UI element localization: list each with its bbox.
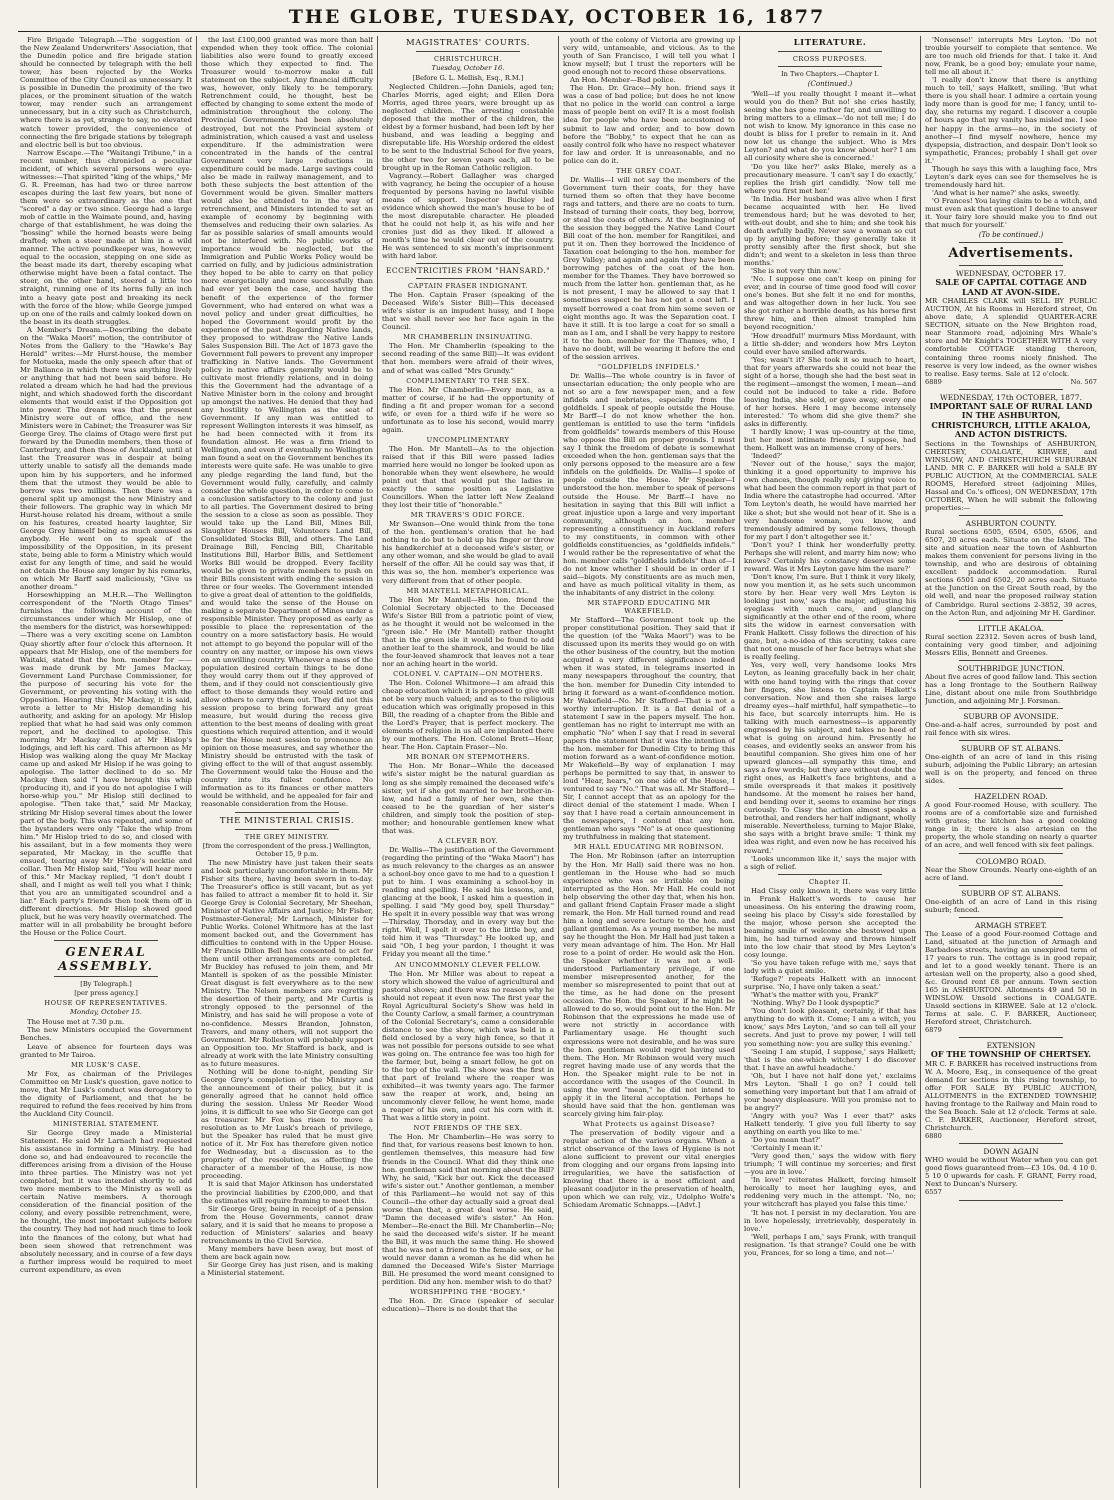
article-paragraph: The Hon. Mr Bonar—While the deceased wife's sister might be the natural guardian as long as she simply remained the deceased wife's sister, yet if she got married to her brother-in-law, and had a family of her own, she then ceased to be the guardian of her sister's children, and simply took the position of step-mother; and honourable gentlemen knew what that was. [382, 762, 554, 835]
subheading: [By Telegraph.] [80, 980, 132, 989]
subheading: "GOLDFIELDS INFIDELS." [597, 362, 701, 371]
ad-body: MR CHARLES CLARK will SELL BY PUBLIC AUCTION, At his Rooms in Hereford street, On above date, A splendid QUARTER-ACRE SECTION, situate on the New Brighton road, near Stanmore road, adjoining Mrs Whale's store and Mr Knight's TOGETHER WITH A very comfortable COTTAGE standing thereon, containing three rooms nicely finished. The reserve is very low indeed, as the owner wishes to realise. Easy terms. Sale at 12 o'clock. [925, 297, 1097, 378]
advertisement [925, 921, 1097, 1039]
article-paragraph: The House met at 7.30 p.m. [27, 1018, 125, 1027]
article-paragraph: 'So you have taken refuge with me,' says that lady with a quiet smile. [744, 959, 916, 976]
article-paragraph: Fire Brigade Telegraph.—The suggestion of the New Zealand Underwriters' Association, that the Dunedin police and fire brigade station should be connected by telegraph with the bell tower, has been rejected by the Works Committee of the City Council as unnecessary. It is possible in Dunedin the proximity of the two places, or the prominent situation of the watch tower, may render such an arrangement unnecessary, but in a city such as Christchurch, where there is as yet, strange to say, no elevated watch tower provided, the convenience of connecting the fire brigade stations by telegraph and electric bell is but too obvious. [20, 36, 192, 149]
article-paragraph: The Hon. Mr Robinson (after an interruption by the Hon. Mr Hall) said there was no hon. gentleman in the House who had so much experience who was so irritable on being interrupted as the Hon. Mr Hall. He could not help observing the other day that, when his hon. and gallant friend Captain Fraser made a slight remark, the Hon. Mr Hall turned round and read him a long and severe lecture to the hon. and gallant gentleman. As a young member, he must say he thought the Hon. Mr Hall had just taken a very mean advantage of him. The Hon. Mr Hall rose to a point of order. He would ask the Hon. the Speaker whether it was not a well-understood Parliamentary privilege, if one member misrepresented another, for the member so misrepresented to point that out at the time, as he had done on the present occasion. The Hon. the Speaker, if he might be allowed to do so, would point out to the Hon. Mr Robinson that the expressions he made use of were not strictly in accordance with Parliamentary usage. He thought such expressions were not desirable, and he was sure the hon. gentleman would regret having used them. The Hon. Mr Robinson would very much regret having made use of any words that the Hon. the Speaker might rule to be not in accordance with the usages of the Council. In using the word "mean," he did not intend to apply it in the literal acceptation. Perhaps he should have said that the hon. gentleman was scarcely giving him fair-play. [563, 852, 735, 1118]
section-rule [235, 812, 338, 813]
section-rule [959, 885, 1062, 886]
section-rule [959, 515, 1062, 516]
article-paragraph: Had Cissy only known it, there was very little in Frank Halkett's words to cause her uneasiness. On his entering the drawing room, seeing his place by Cissy's side forestalled by the major, whose person she accepted the beaming smile of welcome she bestowed upon him, he had turned away and thrown himself into the low chair that stood by Mrs Leyton's cosy lounge. [744, 886, 916, 960]
column-rule [739, 36, 740, 1488]
advertisement [925, 712, 1097, 741]
subheading: MR BONAR ON STEPMOTHERS. [406, 753, 530, 762]
ad-heading: SUBURB OF ST. ALBANS. [961, 744, 1061, 754]
article-paragraph: 'Don't know, I'm sure. But I think it very likely, now you mention it, as he sets such uncommon store by her. Hear very well Mrs Leyton is looking just now,' says the major, adjusting his eyeglass with much care, and glancing significantly at the other end of the room, where sits the widow in earnest conversation with Frank Halkett. Cissy follows the direction of his gaze, but, a-no-idea of this scrutiny, takes care that not one muscle of her face betrays what she is really feeling. [744, 572, 916, 662]
column-3 [382, 36, 554, 1488]
section-heading: GENERAL ASSEMBLY. [58, 945, 154, 974]
subheading: CAPTAIN FRASER INDIGNANT. [407, 282, 529, 291]
article-paragraph: 'She is not very thin now.' [751, 267, 841, 276]
article-paragraph: The Hon. Colonel Whitmore—I am afraid this cheap education which it is proposed to give will not be very much valued; and as to the religious education which was originally proposed in this Bill, the reading of a chapter from the Bible and the Lord's Prayer, that is perfect mockery. The elements of religion in us all are implanted there by our mothers. The Hon. Colonel Brett—Hear, hear. The Hon. Captain Fraser—No. [382, 679, 554, 752]
ad-body: The Lease of a good Four-roomed Cottage and Land, situated at the junction of Armagh and Barbadoes streets, having an unexpired term of 17 years to run. The cottage is in good repair, and let to a good weekly tenant. There is an artesian well on the property, also a good shed, &c. Ground rent £8 per annum. Town section 165 in ASHBURTON. Allotments 49 and 50 in WINSLOW. Unsold sections in COALGATE. Unsold sections in KIRWEE. Sale at 12 o'clock. Terms at sale. C. F. BARKER, Auctioneer, Hereford street, Christchurch. [925, 929, 1097, 1027]
section-rule [959, 740, 1062, 741]
article-paragraph: Mr Stafford—The Government took up the proper constitutional position. They said that if the question (of the "Waka Maori") was to be discussed upon its merits they would go on with the other business of the country, but the motion acquired a very different significance indeed when it was stated, in telegrams inserted in many newspapers throughout the country, that the hon. member for Dunedin City intended to bring it forward as a want-of-confidence motion. Mr Wakefield—No. Mr Stafford—That is not a worthy interruption. It is a flat denial of a statement I saw in the papers myself. The hon. gentleman has no right to interrupt me with an emphatic "No" when I say that I read in several papers the statement that it was the intention of the hon. member for Dunedin City to bring this motion forward as a want-of-confidence motion. Mr Wakefield—By way of explanation I may perhaps be permitted to say that, in answer to loud "Hear, hears," on one side of the House, I ventured to say "No." That was all. Mr Stafford—Sir, I cannot accept that as an apology for the direct denial of the statement I made. When I say that I have read a certain announcement in the newspapers, I contend that any hon. gentleman who says "No" is at once questioning my truthfulness in making that statement. [563, 616, 735, 842]
column-4 [563, 36, 735, 1488]
article-paragraph: A Member's Dream.—Describing the debate on the "Waka Maori" motion, the contributor of Notes from the Gallery to the "Hawke's Bay Herald" writes:—Mr Hurst-house, the member for Motueka, made the only speech after that of Mr Ballance in which there was anything lively or anything that had not been said before. He related a dream which he had had the previous night, and which shadowed forth the discordant elements that would exist if the Opposition got into power. The dream was that the present Ministry were out of office, and the new Ministers were in Cabinet; the Treasurer was Sir George Grey. The claims of Otago were first put forward by the Dunedin members, then those of Canterbury, and then those of Auckland, until at last the Treasurer was in despair at being utterly unable to satisfy all the demands made upon him by his supporters, and he informed them that the utmost they would be able to borrow was two millions. Then there was a general split up amongst the new Ministry and their followers. The graphic way in which Mr Hurst-house related his dream, without a smile on his features, created hearty laughter, Sir George Grey himself being as much amused as anybody. He went on to speak of the impossibility of the Opposition, in its present state, being able to form a Ministry which would exist for any length of time, and said he would not detain the House any longer by his remarks, on which Mr Barff said maliciously, "Give us another dream." [20, 325, 192, 592]
subheading: MR LUSK'S CASE. [71, 1060, 141, 1069]
column-rule [920, 36, 921, 1488]
subheading: MR STAFFORD EDUCATING MR WAKEFIELD. [587, 599, 711, 616]
article-paragraph: Narrow Escape.—The "Waitangi Tribune," in a recent number, thus chronicled a peculiar incident, of which several persons were eye-witnesses:—That spirited "king of the whips," Mr G. R. Freeman, has had two or three narrow escapes during the last few years, but none of them were so extraordinary as the one that "scored" a day or two since. George had a large mob of cattle in the Waimate pound, and, having charge of that establishment, he was doing the "bossing" while the horned beasts were being drafted; when a steer made at him in a wild manner. The active poundkeeper was, however, equal to the occasion, stepping on one side as the beast made its dart, thereby escaping what otherwise might have been a fatal contact. The steer, on the other hand, steered a little too straight, running one of its horns fully an inch into a heavy gate post and breaking its neck with the force of the blow; while George jumped up on one of the rails and calmly looked down on the beast in its death struggles. [20, 148, 192, 326]
subheading: COMPLIMENTARY TO THE SEX. [406, 376, 530, 385]
subheading: CHRISTCHURCH. [434, 55, 502, 63]
ad-heading: ASHBURTON COUNTY. [965, 519, 1057, 529]
section-heading: THE MINISTERIAL CRISIS. [219, 815, 355, 826]
article-paragraph: Many members have been away, but most of them are back again now. [201, 1244, 373, 1261]
section-rule [416, 263, 519, 264]
ad-heading: LITTLE AKALOA. [978, 623, 1044, 633]
article-paragraph: 'Nonsense!' interrupts Mrs Leyton. 'Do not trouble yourself to complete that sentence. We are too much old friends for that. I take it. And now, Frank, be a good boy; emulate your name, tell me all about it.' [925, 36, 1097, 77]
article-paragraph: 'Indeed?' [751, 452, 783, 461]
section-rule [235, 829, 338, 830]
article-paragraph: Dr. Wallis—The justification of the Government (regarding the printing of the "Waka Maori") has as much relevancy to the charges as an answer a school-boy once gave to me had to a question I put to him. I was examining a school-boy in reading and spelling. He said his lessons, and, glancing at the book, I asked him a question in spelling. I said "My good boy, spell Thursday." He spelt it in every possible way that was wrong—Thirsday, Thorsday, and in every way but the right. Well, I spelt it over to the little boy, and told him it was "Thursday." He looked up, and said "Oh, I beg your pardon, I thought it was Friday you meant all the time." [382, 845, 554, 959]
section-rule [959, 1200, 1062, 1201]
section-heading: HOUSE OF REPRESENTATIVES. [44, 999, 168, 1008]
article-paragraph: 'In India. Her husband was alive when I first became acquainted with her. He lived tremendous hard; but he was devoted to her, with-out doubt, and she to him; and she took his death awfully badly. Never saw a woman so cut up by anything before; they generally take it pretty sensibly after the first shock, but she didn't; and went to a skeleton in less than three months.' [744, 194, 916, 268]
ad-heading: SUBURB OF ST. ALBANS. [961, 888, 1061, 898]
article-paragraph: the last £100,000 granted was more than half expended when they took office. The colonial liabilities also were found to greatly exceed those which they expected to find. The Treasurer would to-morrow make a full statement on the subject. Any financial difficulty was, however, only likely to be temporary. Retrenchment could, he thought, best be effected by changing to some extent the mode of administration throughout the colony. The Provincial Governments had been absolutely destroyed, but not the Provincial system of administration, which caused a vast and useless expenditure. If the administration were concentrated in the hands of the central Government very large reductions in expenditure could be made. Large savings could also be made in railway management, and to both these subjects the best attention of the Government would be given. Smaller matters would also be attended to in the way of retrenchment, and Ministers intended to set an example of economy by beginning with themselves and reducing their own salaries. As far as possible salaries of small amounts would not be interfered with. No public works of importance would be neglected, but the Immigration and Public Works Policy would be carried on fully, and by judicious administration they hoped to be able to carry on that policy more energetically and more successfully than had ever yet been the case, and having the benefit of the experience of the former Government, who had entered on what was a novel policy and under great difficulties, he hoped the Government would profit by the experience of the past. Regarding Native lands, they proposed to withdraw the Native Lands Sales Suspension Bill. The Act of 1873 gave the Government full powers to prevent any improper trafficking in Native lands. The Government policy in native affairs generally would be to cultivate most friendly relations, and in doing this the Government had the advantage of a Native Minister born in the colony and brought up amongst the natives. He denied that they had any hostility to Wellington as the seat of Government. If any man was entitled to represent Wellington interests it was himself, as he had been connected with it from its foundation almost. He was a firm friend to Wellington, and even if eventually no Wellington man found a seat on the Government benches its interests were quite safe. He was unable to give any pledge regarding the land fund, but the Government would fully, carefully, and calmly consider the whole question, in order to come to a conclusion satisfactory to the colony and just to all parties. The Government desired to bring the session to a close as soon as possible. They would take up the Land Bill, Mines Bill, Slaughter Houses Bill, Volunteers Land Bill, Consolidated Stocks Bill, and others. The Land Drainage Bill, Fencing Bill, Charitable Institutions Bill, Harbor Bills, and Settlement Works Bill would be dropped. Every facility would be given to private members to push on their Bills consistent with ending the session in three or four weeks. The Government intended to give a great deal of attention to the goldfields, and would take the sense of the House on making a separate Department of Mines under a responsible Minister. They proposed as early as possible to place the representation of the country on a more satisfactory basis. He would not attempt to go beyond the popular will of the country on any matter, or impose his own views on an unwilling country. Whenever a mass of the population desired certain things to be done they would carry them out if they approved of them, and if they could not conscientiously give effect to those demands they would retire and allow others to carry them out. They did not this session propose to bring forward any great measure, but would during the recess give attention to the best means of dealing with great questions which required attention, and it would be for the House next session to pronounce an opinion on those measures, and say whether the Ministry should be entrusted with the task of giving effect to the will of that august assembly. The Government would take the House and the country into its fullest confidence. No information as to its finances or other matters would be withheld, and he appealed for fair and reasonable consideration from the House. [201, 36, 373, 809]
article-paragraph: 'Do you like her?' asks Blake, merely as a precautionary measure. 'I can't say I do exactly,' replies the Irish girl candidly. 'Now tell me where you first met her.' [744, 162, 916, 195]
ad-number: No. 567 [1070, 377, 1097, 386]
ad-heading: DOWN AGAIN [983, 1147, 1039, 1157]
advertisement [925, 857, 1097, 886]
article-paragraph: The Hon. Dr. Grace—My hon. friend says it was a case of bad police; but does he not know that no police in the world can control a large mass of people bent on evil? It is a most foolish idea for people who have been accustomed to submit to law and order, and to bow down before the "Bobby," to expect that he can as easily control folk who have no respect whatever for law and order. It is unreasonable, and no police can do it. [563, 84, 735, 165]
article-paragraph: Dr. Wallis—I will not say the members of the Government turn their coats, for they have turned them so often that they have become rags and tatters, and there are no coats to turn. Instead of turning their coats, they beg, borrow, or steal the coats of others. At the beginning of the session they begged the Native Land Court Bill coat of the hon. member for Rangitikei, and put it on. Then they borrowed the Incidence of Taxation coat belonging to the hon. member for Grey Valley; and again and again they have been borrowing patches of the coat of the hon. member for the Thames. They have borrowed so much from the latter hon. gentleman that, as he is not present, I may be allowed to say that I sometimes suspect he has not got a coat left. I myself borrowed a coat from him some seven or eight months ago. It was the Separation coat. I have it still. It is too large a coat for so small a man as I am, and I shall be very happy to restore it to the hon. member for the Thames, who, I have no doubt, will be wearing it before the end of the session arrives. [563, 175, 735, 361]
ad-heading: EXTENSION [986, 1041, 1036, 1051]
column-rule [377, 36, 378, 1488]
article-paragraph: 'Oh, but I have not half done yet,' exclaims Mrs Leyton. 'Shall I go on? I could tell something very important but that I am afraid of your heavy displeasure. Will you promise not to be angry?' [744, 1071, 916, 1112]
ad-body: WHO would be without Water when you can get good flows guaranteed from—£3 10s. 0d. 4 10 0. 5 10 0 upwards for cash. F. GRANT, Ferry road, Next to Duncan's Nursery. [925, 1156, 1097, 1189]
article-paragraph: 'Seeing I am stupid, I suppose,' says Halkett; 'that is the one-which witchery I do discover that. I have an awful headache.' [744, 1047, 916, 1072]
ad-title: OF THE TOWNSHIP OF CHERTSEY. [930, 1049, 1092, 1060]
section-heading: MAGISTRATES' COURTS. [405, 38, 531, 48]
subheading: AN UNCOMMONLY CLEVER FELLOW. [395, 960, 541, 969]
article-paragraph: 'Well—if you really thought I meant it—what would you do then? But no! she cries hastily, seeing she has gone rather far, and unwilling to bring matters to a climax—'do not tell me; I do not wish to know. My ignorance in this case no doubt is bliss for I prefer to remain in it. And now let us change the subject. Who is Mrs Leyton? and what do you know about her? I am all curiosity where she is concerned.' [744, 90, 916, 163]
subheading: MR TRAVERS'S ODIC FORCE. [410, 511, 526, 520]
subheading: MR CHAMBERLIN INSINUATING. [403, 333, 533, 342]
masthead-rule [18, 31, 1096, 32]
article-paragraph: 'It has not. I persist in my declaration. You are in love hopelessly, irretrievably, desperately in love.' [744, 1208, 916, 1233]
article-paragraph: Leave of absence for fourteen days was granted to Mr Tairoa. [20, 1042, 192, 1059]
advertisement [925, 664, 1097, 709]
section-rule [959, 1143, 1062, 1144]
ad-heading: WEDNESDAY, 17th OCTOBER, 1877. [940, 392, 1082, 402]
story-text [744, 90, 916, 871]
section-rule [959, 1037, 1062, 1038]
article-paragraph: An Hon. Member—Bad police. [570, 76, 676, 85]
article-paragraph: 'Angry with you? Was I ever that?' asks Halkett tenderly. 'I give you full liberty to say anything on earth you like to me.' [744, 1111, 916, 1137]
ad-footer [925, 1188, 1097, 1196]
advertisement [925, 889, 1097, 918]
section-rule [54, 976, 157, 977]
section-rule [416, 278, 519, 279]
article-paragraph: Yes, very well, very handsome looks Mrs Leyton, as leaning gracefully back in her chair, with one hand toying with the rings that cover her fingers, she listens to Captain Halkett's conversation. Now and then she raises large dreamy eyes—half mirthful, half sympathetic—to his face, but scarcely interrupts him. He is talking with much earnestness—is apparently engrossed by his subject, and takes no heed of what is going on around him. Presently he ceases, and evidently seeks an answer from his beautiful companion. She gives him one of her upward glances—all sympathy this time, and says a few words; but they are without doubt the right ones, as Halkett's face brightens, and a smile overspreads it that makes it positively handsome. At the moment he raises her hand, and bending over it, seems to examine her rings curiously. To Cissy the action almost speaks a betrothal, and renders her half indignant, wholly miserable. Nevertheless, turning to Major Blake, she says with a bright brave smile: 'I think my idea was right, and even now he has received his reward.' [744, 661, 916, 855]
advertisements-heading: Advertisements. [948, 246, 1074, 262]
section-rule [959, 389, 1062, 390]
ad-body: Near the Show Grounds. Nearly one-eighth of an acre of land. [925, 865, 1097, 882]
article-paragraph: The Hon. Mr Miller was about to repeat a story which showed the value of agricultural and pastoral shows; and there was no reason why he should not repeat it even now. The first year the Royal Agricultural Society's Show was held in the County Carlow, a small farmer, a countryman of the Colonial Secretary's, came a considerable distance to see the show, which was held in a field enclosed by a very high fence, so that it was not possible for persons outside to see what was going on. The entrance fee was too high for the farmer, but, being a smart fellow, he got on to the top of the wall. The show was the first in that part of Ireland where the reaper was exhibited—it was twenty years ago. The farmer saw the reaper at work, and, being an uncommonly clever fellow, he went home, made a reaper of his own, and cut his corn with it. That was a little story in point. [382, 969, 554, 1123]
article-paragraph: Sir George Grey, being in receipt of a pension from the House Governments, cannot draw salary, and it is said that he means to propose a reduction of Ministers' salaries and heavy retrenchments in the Civil Service. [201, 1204, 373, 1245]
dateline: [from the correspondent of the press.] Wellington, October 15, 9 p.m. [202, 841, 372, 858]
subheading: WORSHIPPING THE "BOGEY." [410, 1288, 526, 1297]
article-paragraph: 'And what is her name?' she asks, sweetly. [932, 188, 1080, 197]
advertisement [925, 269, 1097, 390]
section-rule [959, 242, 1062, 243]
section-rule [959, 265, 1062, 266]
to-be-continued: (To be continued.) [978, 231, 1044, 240]
hansard-sections [382, 282, 554, 1313]
article-paragraph: 'How dreadful!' murmurs Miss Mordaunt, with a little sh-dder; and wonders how Mrs Leyton could ever have smiled afterwards. [744, 331, 916, 356]
section-heading: LITERATURE. [793, 38, 867, 48]
article-paragraph: The Hon. Mr Mantell—As to the objection raised that if this Bill were passed ladies married here would no longer be looked upon as honorable when they went elsewhere, he would point out that that would put the ladies in exactly the same position as Legislative Councillors. When the latter left New Zealand they lost their title of "honorable." [382, 444, 554, 510]
article-paragraph: 'You don't look pleasant, certainly, if that has anything to do with it. Come; I am a witch, you know,' says Mrs Leyton, 'and so can tell all your secrets. And just to prove my power, I will tell you something now: you are sulky this evening.' [744, 1007, 916, 1048]
subheading: MR MANTELL METAPHORICAL. [406, 586, 530, 595]
article-paragraph: It is said that Major Atkinson has understated the provincial liabilities by £200,000, and that the estimates will require framing to meet this. [201, 1180, 373, 1205]
ad-heading: COLOMBO ROAD. [975, 856, 1047, 866]
ad-body: MR C. F. BARKER has received instructions from W. A. Moore, Esq., in consequence of the great demand for sections in this rising township, to offer FOR SALE BY PUBLIC AUCTION, ALLOTMENTS in the EXTENDED TOWNSHIP, having frontage to the Railway and Main road to the Sea Beach. Sale at 12 o'clock. Terms at sale. C. F. BARKER, Auctioneer, Hereford street, Christchurch. [925, 1059, 1097, 1133]
advertisement [925, 624, 1097, 661]
article-paragraph: The Hon. Mr Chamberlin (speaking to the second reading of the same Bill)—It was evident that hon. members were afraid of their wives, and of what was called "Mrs Grundy." [382, 342, 554, 375]
ad-code: 6889 [925, 377, 942, 386]
article-paragraph: The Hon Mr Mantell—His hon. friend the Colonial Secretary objected to the Deceased Wife's Sister Bill from a patriotic point of view, as he thought it would not be welcomed in the "green isle." He (Mr Mantell) rather thought that in the green isle it would be found to add another leaf to the shamrock, and would be like the four-leaved shamrock that leaves not a tear nor an aching heart in the world. [382, 595, 554, 668]
advertisement [925, 393, 1097, 516]
article-paragraph: 'What's the matter with you, Frank?' [751, 991, 879, 1000]
subheading: What Protects us against Disease? [583, 1120, 715, 1128]
hansard-sections [563, 167, 735, 1210]
date-line: Tuesday, October 16. [431, 64, 505, 72]
ad-footer [925, 1132, 1097, 1140]
subheading: COLONEL V. CAPTAIN—ON MOTHERS. [393, 670, 543, 678]
ad-heading: SUBURB OF AVONSIDE. [963, 711, 1059, 721]
subheading: MR HALL EDUCATING MR ROBINSON. [573, 843, 725, 852]
article-paragraph: 'I hardly know; I was up-country at the time, but her most intimate friends, I suppose, had them. Halkett was an immense crony of hers.' [744, 428, 916, 453]
column-rule [196, 36, 197, 1488]
article-paragraph: 'Refuge?' repeats Halkett with an innocent surprise. 'No, I have only taken a seat.' [744, 975, 916, 992]
article-paragraph: The Hon. Captain Fraser (speaking of the Deceased Wife's Sister Bill)—This deceased wife's sister is an impudent hussy, and I hope that we shall never see her face again in the Council. [382, 291, 554, 332]
article-paragraph: 'In love!' reiterates Halkett, forcing himself heroically to meet her laughing eyes, and reddening very much in the attempt. 'No, no; your witchcraft has played you false this time.' [744, 1176, 916, 1209]
article-paragraph: The Hon. Mr Chamberlin—He was sorry to find that, for various reasons best known to hon. gentlemen themselves, this measure had few friends in the Council. What did they think one hon. gentleman said that morning about the Bill? Why, he said, "Kick her out. Kick the deceased wife's sister out." Another gentleman, a member of this Parliament—he would not say of this Council—the other day actually said a great deal worse than that, a great deal worse. He said, "Damn the deceased wife's sister." An Hon. Member—Re-enact the Bill. Mr Chamberlin—No; he said the deceased wife's sister. If he meant the Bill, it was much the same thing. He showed that he was not a friend to the female sex, or he would never damn a woman as he did when he damned the Deceased Wife's Sister Marriage Bill. He presumed the word meant consigned to perdition. Did any hon. member wish to do that? [382, 1133, 554, 1287]
article-paragraph: 'Certainly I mean it.' [751, 1144, 823, 1153]
ad-body: One-eighth of an acre of Land in this rising suburb; fenced. [925, 897, 1097, 914]
ad-body: A good Four-roomed House, with scullery. The rooms are of a comfortable size and furnished with grates; the kitchen has a good cooking range in it; there is also artesian on the property, the whole standing on nearly a quarter of an acre, and well fenced with six feet palings. [925, 801, 1097, 850]
article-paragraph: 'No. I suppose one can't keep on pining for ever, and in course of time good food will cover one's bones. But she felt it no end for months, and was altogether down in her luck. You see she got rather a horrible death, as his horse first threw him, and then almost trampled him beyond recognition.' [744, 275, 916, 332]
ad-code: 6880 [925, 1132, 942, 1141]
article-paragraph: 'Nothing. Why? Do I look dyspeptic?' [751, 999, 880, 1008]
subheading: THE GREY MINISTRY. [244, 832, 330, 841]
section-rule [416, 51, 519, 52]
ad-title: SALE OF CAPITAL COTTAGE AND LAND AT AVON-SIDE. [935, 277, 1087, 297]
masthead: THE GLOBE, TUESDAY, OCTOBER 16, 1877 [288, 6, 826, 28]
story-text [925, 36, 1097, 229]
advertisement [925, 519, 1097, 621]
ad-body: Sections in the Townships of ASHBURTON, CHERTSEY, COALGATE, KIRWEE, and WINSLOW, AND CHRISTCHURCH SUBURBAN LAND. MR C. F. BARKER will hold a SALE BY PUBLIC AUCTION, At the COMMERCIAL SALE ROOMS, Hereford street (adjoining Miles, Hassal and Co.'s offices), ON WEDNESDAY, 17th OCTOBER, When he will submit the following properties:— [925, 439, 1097, 513]
article-paragraph: Mr Fox, as chairman of the Privileges Committee on Mr Lusk's question, gave notice to move, that Mr Lusk's conduct was derogatory to the dignity of Parliament, and that he be required to refund the fees received by him from the Auckland City Council. [20, 1069, 192, 1118]
article-paragraph: 'Don't you? I think her wonderfully pretty. Perhaps she will relent, and marry him now; who knows? Certainly his constancy deserves some reward. Was it Mrs Leyton gave him the mare?' [744, 540, 916, 573]
column-1 [20, 36, 192, 1488]
section-rule [778, 51, 881, 52]
advertisement [925, 792, 1097, 853]
article-paragraph: The new Ministry have just taken their seats and look particularly uncomfortable in them. Mr Fisher sits there, having been sworn in to-day. The Treasurer's office is still vacant, but as yet has failed to attract a member fit to hold it. Sir George Grey is Colonial Secretary, Mr Sheehan, Minister of Native Affairs and Justice; Mr Fisher, Postmaster-General; Mr Larnach, Minister for Public Works. Colonel Whitmore has at the last moment backed out, and the Government has difficulties to contend with in the Upper House. Mr Francis Dillon Bell has consented to act for them until other arrangements are completed. Mr Buckley has refused to join them, and Mr Mantell is spoken of as the possible Minister. Great disgust is felt everywhere as to the new Ministry. The Nelson members are regretting the desertion of their party, and Mr Curtis is strongly opposed to the personnel of the Ministry, and has said he will propose a vote of no-confidence. Messrs Brandon, Johnston, Travers, and many others, will not support the Government. Mr Rolleston will probably support an Opposition too. Mr Stafford is back, and is already at work with the late Ministry consulting as to future measures. [201, 858, 373, 1068]
article-paragraph: 'Well, perhaps I am,' says Frank, with tranquil resignation. 'Is that strange? Could one be with you, Frances, for so long a time, and not—' [744, 1232, 916, 1257]
article-paragraph: Mr Swanson—One would think from the tone of the hon. gentleman's oration that he had nothing to do but to hold up his finger or throw his handkerchief at a deceased wife's sister, or any other woman, and she would be glad to avail herself of the offer. All he could say was that, if this was so, the hon. member's experience was very different from that of other people. [382, 520, 554, 585]
date-line: Monday, October 15. [70, 1008, 142, 1017]
section-rule [959, 620, 1062, 621]
article-paragraph: Sir George Grey made a Ministerial Statement. He said Mr Larnach had requested his assistance in forming a Ministry. He had done so, and had endeavoured to reconcile the differences arising from a division of the House into three parties. The Ministry was not yet completed, but it was intended shortly to add two more members to the Ministry as well as certain Native members. A thorough consideration of the financial position of the colony, and every possible retrenchment, were, he thought, the most important subjects before the country. They had not had much time to look into the finances of the colony, but what had been seen showed that retrenchment was absolutely necessary, and in course of a few days a further impress would be required to meet current expenditure, as even [20, 1128, 192, 1274]
article-paragraph: 'Never out of the house,' says the major, thinking it a good opportunity to improve his own chances, though really only giving voice to what had been the common report in that part of India where the catastrophe had occurred. 'After Tom Leyton's death, he would have married her like a shot; but she would not hear of it. She is a very handsome woman, you know, and tremendously admired by some fellows, though for my part I don't altogether see it.' [744, 460, 916, 541]
section-rule [778, 874, 881, 875]
ad-code: 6557 [925, 1188, 942, 1197]
article-paragraph: 'Very good then,' says the widow with fiery triumph; 'I will continue my sorceries; and first—you are in love.' [744, 1152, 916, 1177]
article-paragraph: Neglected Children.—John Daniels, aged ten; Charles Morris, aged eight; and Ellen Dora Morris, aged three years, were brought up as neglected children. The arresting constable deposed that the mother of the children, the eldest by a former husband, had been left by her husband, and was leading a begging and disreputable life. His Worship ordered the eldest to be sent to the Industrial School for five years, the other two for seven years each, all to be brought up in the Roman Catholic religion. [382, 83, 554, 172]
article-paragraph: 'Do you mean that?' [751, 1136, 821, 1145]
advertisements [925, 269, 1097, 1200]
subheading: [per press agency.] [74, 989, 138, 998]
section-heading: ECCENTRICITIES FROM "HANSARD." [385, 266, 551, 276]
column-5 [744, 36, 916, 1488]
ad-code: 6879 [925, 1026, 942, 1035]
column-rule [558, 36, 559, 1488]
article-paragraph: Sir George Grey has just risen, and is making a Ministerial statement. [201, 1260, 373, 1277]
article-paragraph: 'Yes; wasn't it? She took it so much to heart, that for years afterwards she could not bear the sight of a horse, though she had the best seat in the regiment—amongst the women, I mean—and could not be induced to take a ride. Before leaving India, she sold, or gave away, every one of her horses. Here I may become intensely interested.' 'To whom did she give them?' she asks in differently. [744, 355, 916, 429]
subheading: NOT FRIENDS OF THE SEX. [413, 1124, 523, 1133]
story-title: CROSS PURPOSES. [792, 55, 868, 63]
ad-footer [925, 378, 1097, 386]
section-rule [959, 708, 1062, 709]
ad-title: IMPORTANT SALE OF RURAL LAND IN THE ASHBURTON, CHRISTCHURCH, LITTLE AKALOA, AND ACTON DISTRICTS. [929, 400, 1093, 440]
chapter-heading: Chapter II. [808, 877, 852, 886]
ad-body: One-eighth of an acre of land in this rising suburb, adjoining the Public Library; an artesian well is on the property, and fenced on three sides. [925, 753, 1097, 786]
article-paragraph: Vagrancy.—Robert Gallagher was charged with vagrancy, he being the occupier of a house frequented by persons having no lawful visible means of support. Inspector Buckley led evidence which showed the man's house to be of the most disreputable character. He pleaded that he could not help it, as his wife and her cronies just did as they liked. If allowed a month's time he would clear out of the country. He was sentenced to six month's imprisonment with hard labor. [382, 171, 554, 261]
article-paragraph: Though he says this with a laughing face, Mrs Leyton's dark eyes can see for themselves he is tremendously hard hit. [925, 164, 1097, 189]
subheading: A CLEVER BOY. [437, 836, 499, 845]
advertisement [925, 744, 1097, 789]
advertisement [925, 1147, 1097, 1200]
section-rule [959, 917, 1062, 918]
article-paragraph: 'O Frances! You laying claim to be a witch, and must even ask that question! I decline to answer it. Your fairy lore should make you to find out that much for yourself.' [925, 196, 1097, 230]
continued-note: (Continued.) [807, 80, 853, 89]
story-text [744, 887, 916, 1257]
ad-body: Rural section 22312. Seven acres of bush land, containing very good timber, and adjoining Messrs Ellis, Bennett and Greenes. [925, 632, 1097, 657]
section-rule [778, 66, 881, 67]
article-paragraph: 'Looks uncommon like it,' says the major with a sigh of relief. [744, 854, 916, 871]
article-paragraph: 'I really don't know that there is anything much to tell,' says Halkett, smiling. 'But what there is you shall hear. I admire a certain young lady more than is good for me; I fancy, until to-day, she returns my regard. I discover a couple of hours ago that my vanity has misled me. I see her happy in the arms—no, in the society of another—I find myself nowhere, hence my dyspepsia, distraction, and despair. Don't look so sympathetic, Frances; probably I shall get over it.' [925, 76, 1097, 165]
subheading: MINISTERIAL STATEMENT. [52, 1119, 160, 1128]
article-paragraph: The preservation of bodily vigour and a regular action of the various organs. When a strict observance of the laws of Hygiene is not alone sufficient to prevent our vital energies from clogging and our organs from lapsing into irregularities, we have the satisfaction of knowing that there is a most efficient and pleasant coadjutor in the preservation of health, upon which we can rely, viz., Udolpho Wolfe's Schiedam Aromatic Schnapps.—[Advt.] [563, 1129, 735, 1210]
section-rule [54, 940, 157, 941]
ad-heading: ARMAGH STREET. [974, 920, 1048, 930]
section-rule [959, 788, 1062, 789]
ad-heading: HAZELDEN ROAD. [974, 792, 1048, 802]
subheading: THE GREY COAT. [616, 166, 682, 175]
ad-heading: WEDNESDAY, OCTOBER 17. [955, 269, 1067, 279]
ad-footer [925, 1026, 1097, 1034]
column-2 [201, 36, 373, 1488]
section-rule [959, 660, 1062, 661]
article-paragraph: The Hon. Mr Chamberlin—Every man, as a matter of course, if he had the opportunity of finding a fit and proper woman for a second wife, or even for a third wife if he were so unfortunate as to lose his second, would marry again. [382, 385, 554, 434]
article-paragraph: Dr. Wallis—The whole country is in favor of unsectarian education; the only people who are not so are a few newspaper men, and a few infidels and inebriates, especially from the goldfields. I speak of people outside the House. Mr Barff—I do not know whether the hon. gentleman is entitled to use the term "infidels from goldfields" towards members of this House who oppose the Bill on proper grounds. I must say I think the freedom of debate is somewhat exceeded when the hon. gentleman says that the only persons opposed to the measure are a few infidels on the goldfields. Dr. Wallis—I spoke of people outside the House. Mr Speaker—I understood the hon. member to speak of persons outside the House. Mr Barff—I have no hesitation in saying that this Bill will inflict a great injustice upon a large and very important community, although an hon. member representing a constituency in Auckland refers to my constituents, in common with other goldfields constituencies, as "goldfields infidels." I would rather be the representative of what the hon. member calls "goldfields infidels" than of—I do not know whether I should be in order if I said—bigots. My constituents are as much men, and have as much political vitality in them, as the inhabitants of any district in the colony. [563, 371, 735, 598]
ad-heading: SOUTHBRIDGE JUNCTION. [957, 663, 1065, 673]
article-paragraph: The new Ministers occupied the Government Benches. [20, 1026, 192, 1043]
article-paragraph: The Hon. Dr. Grace (speaker of secular education)—There is no doubt that the [382, 1297, 554, 1314]
article-paragraph: Horsewhipping an M.H.R.—The Wellington correspondent of the "North Otago Times" furnishes the following account of the circumstances under which Mr Hislop, one of the members for the district, was horsewhipped:—There was a very exciting scene on Lambton Quay shortly after four o'clock this afternoon. It appears that Mr Hislop, one of the members for Waitaki, stated that the hon. member for —— was made drunk by Mr James Mackay, Government Land Purchase Commissioner, for the purpose of securing his vote for the Government, or preventing his voting with the Opposition. Hearing this, Mr Mackay, it is said, wrote a letter to Mr Hislop demanding his authority, and asking for an apology. Mr Hislop replied that what he had said was only common report, and he declined to apologise. This morning Mr Mackay called at Mr Hislop's lodgings, and left his card. This afternoon as Mr Hislop was walking along the quay Mr Mackay came up and asked Mr Hislop if he was going to apologise. The latter declined to do so. Mr Mackay then said "I have brought this whip (producing it), and if you do not apologise I will horse-whip you." Mr Hislop still declined to apologise. "Then take that," said Mr Mackay, striking Mr Hislop several times about the lower part of the body. This was repeated, and some of the bystanders were only "Take the whip from him." Mr Hislop tried to do so, and closed with his assailant, but in a few moments they were separated, Mr Mackay, in the scuffle that ensued, tearing away Mr Hislop's necktie and collar. Then Mr Hislop said, "You will hear more of this." Mr Mackay replied, "I don't doubt I shall, and I might as well tell you what I think; that you are an unmitigated scoundrel and a liar." Each party's friends then took them off in different directions. Mr Hislop showed good pluck, but he was very heavily overmatched. The matter will in all probability be brought before the House or the Police Court. [20, 591, 192, 938]
ad-body: Rural sections 6505, 6504, 6505, 6506, and 6507, 20 acres each. Situate on the Island. The site and situation near the town of Ashburton makes them convenient for persons living in the township, and who are desirous of obtaining excellent paddock accommodation. Rural sections 6501 and 6502, 20 acres each. Situate at the Junction on the Great South road, by the old well, and near the proposed railway station of Cambridge. Rural sections 2-3852, 39 acres, on the Acton Run, and adjoining Mr H. Gardiner. [925, 528, 1097, 617]
column-6 [925, 36, 1097, 1488]
ad-body: About five acres of good fallow land. This section has a long frontage to the Southern Railway Line, distant about one mile from Southbridge Junction, and adjoining Mr J. Forsman. [925, 672, 1097, 705]
subheading: UNCOMPLIMENTARY [426, 435, 510, 444]
ad-body: One-and-a-half acres, surrounded by post and rail fence with six wires. [925, 720, 1097, 737]
article-paragraph: youth of the colony of Victoria are growing up very wild, untameable, and vicious. As to the youth of San Francisco, I will tell you what I know myself; but I trust the reporters will be good enough not to record these observations. [563, 36, 735, 77]
bench-line: [Before G. L. Mellish, Esq., R.M.] [412, 74, 524, 83]
section-rule [959, 853, 1062, 854]
advertisement [925, 1041, 1097, 1144]
article-paragraph: Nothing will be done to-night, pending Sir George Grey's completion of the Ministry and the announcement of their policy, but it is generally agreed that he cannot hold office during the session. Unless Mr Reeder Wood joins, it is difficult to see who Sir George can get as treasurer. Mr Fox has risen to move a resolution as to Mr Lusk's breach of privilege, but the Speaker has ruled that he must give notice of it. Mr Fox has therefore given notice for Wednesday, but a discussion as to the propriety of the resolution, as affecting the character of a member of the House, is now proceeding. [201, 1067, 373, 1181]
chapter-line: In Two Chapters.—Chapter I. [781, 70, 879, 78]
